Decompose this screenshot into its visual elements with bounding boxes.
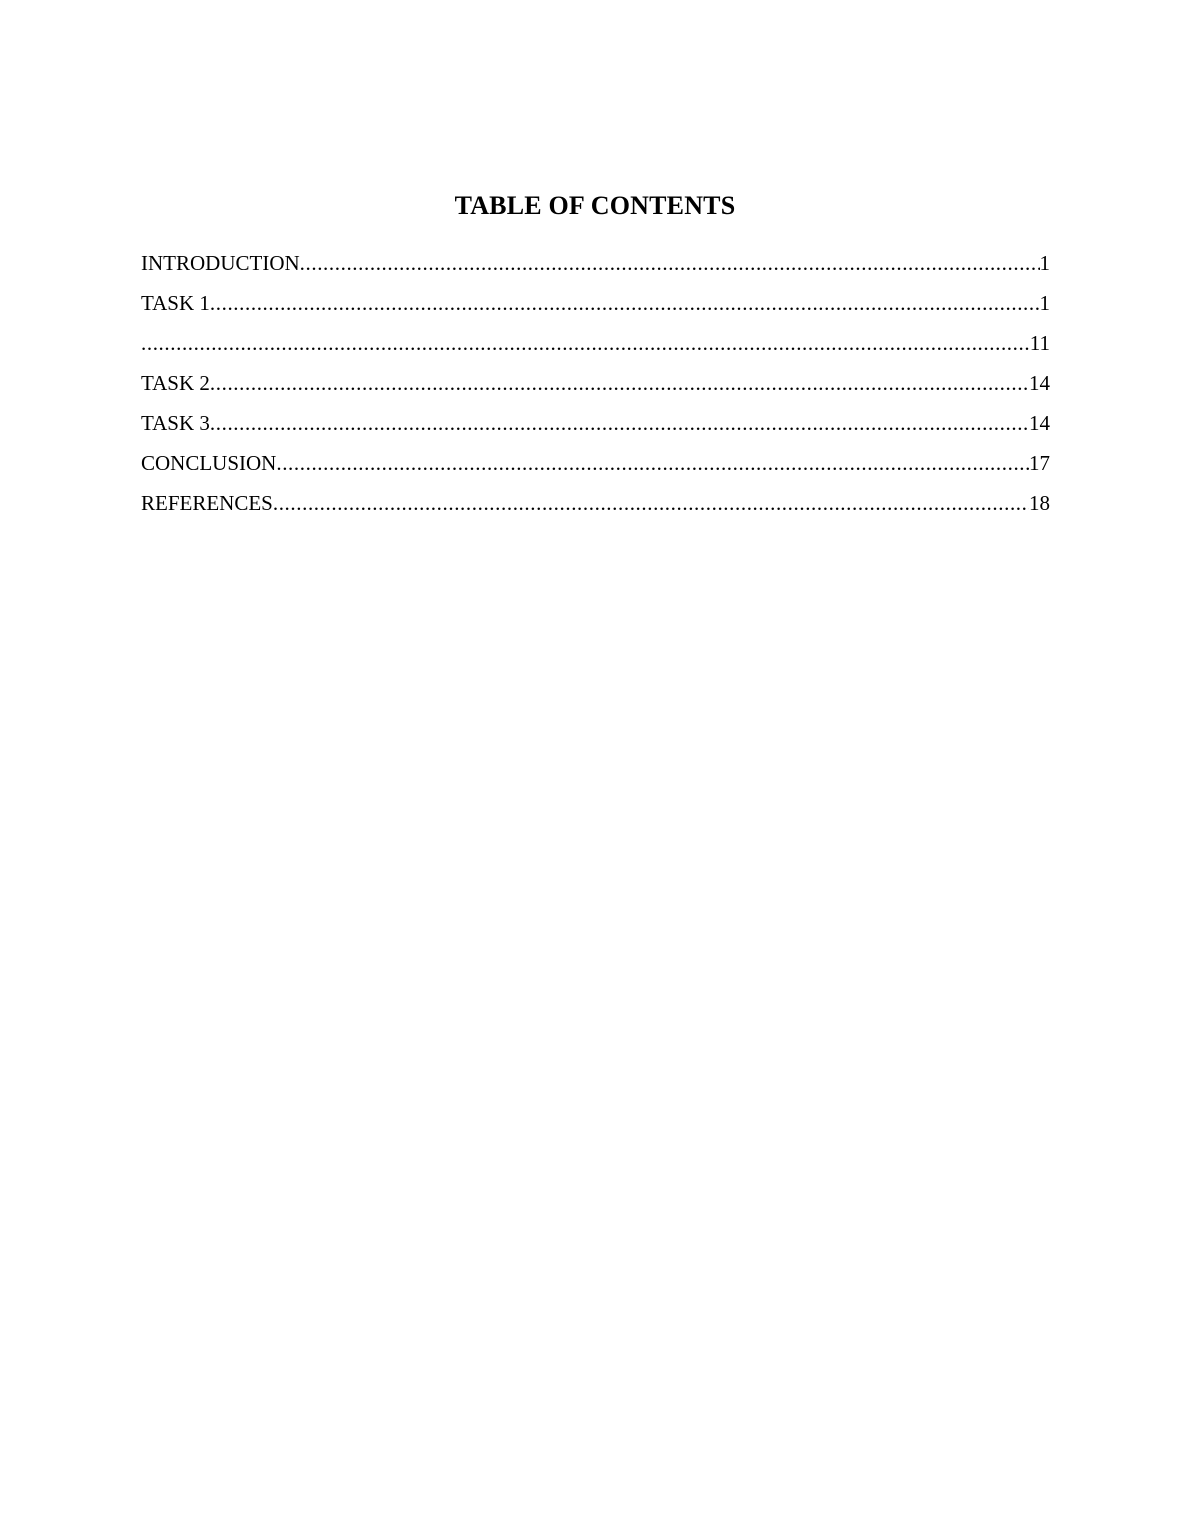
toc-entry-label: TASK 1 [141,291,210,315]
toc-entry-untitled[interactable] [141,329,1050,369]
toc-entry-task-2[interactable] [141,369,1050,409]
toc-entry-task-1[interactable] [141,289,1050,329]
toc-entry-task-3[interactable] [141,409,1050,449]
toc-dot-leader [210,289,1040,317]
toc-dot-leader [210,369,1029,397]
toc-list [141,249,1050,529]
toc-entry-page: 14 [1029,411,1050,435]
toc-dot-leader [300,249,1040,277]
toc-entry-references[interactable] [141,489,1050,529]
toc-entry-page: 18 [1029,491,1050,515]
toc-heading: TABLE OF CONTENTS [454,191,736,220]
toc-dot-leader [210,409,1029,437]
toc-entry-label: REFERENCES [141,491,273,515]
toc-dot-leader [141,329,1030,357]
toc-entry-page: 11 [1029,331,1050,355]
toc-entry-label: TASK 3 [141,411,210,435]
toc-entry-label: INTRODUCTION [141,251,300,275]
toc-dot-leader [276,449,1029,477]
toc-entry-label: CONCLUSION [141,451,277,475]
toc-dot-leader [273,489,1029,517]
toc-entry-page: 17 [1029,451,1050,475]
toc-entry-page: 1 [1039,291,1050,315]
toc-entry-conclusion[interactable] [141,449,1050,489]
toc-entry-introduction[interactable] [141,249,1050,289]
toc-entry-page: 1 [1039,251,1050,275]
toc-entry-label: TASK 2 [141,371,210,395]
toc-entry-page: 14 [1029,371,1050,395]
